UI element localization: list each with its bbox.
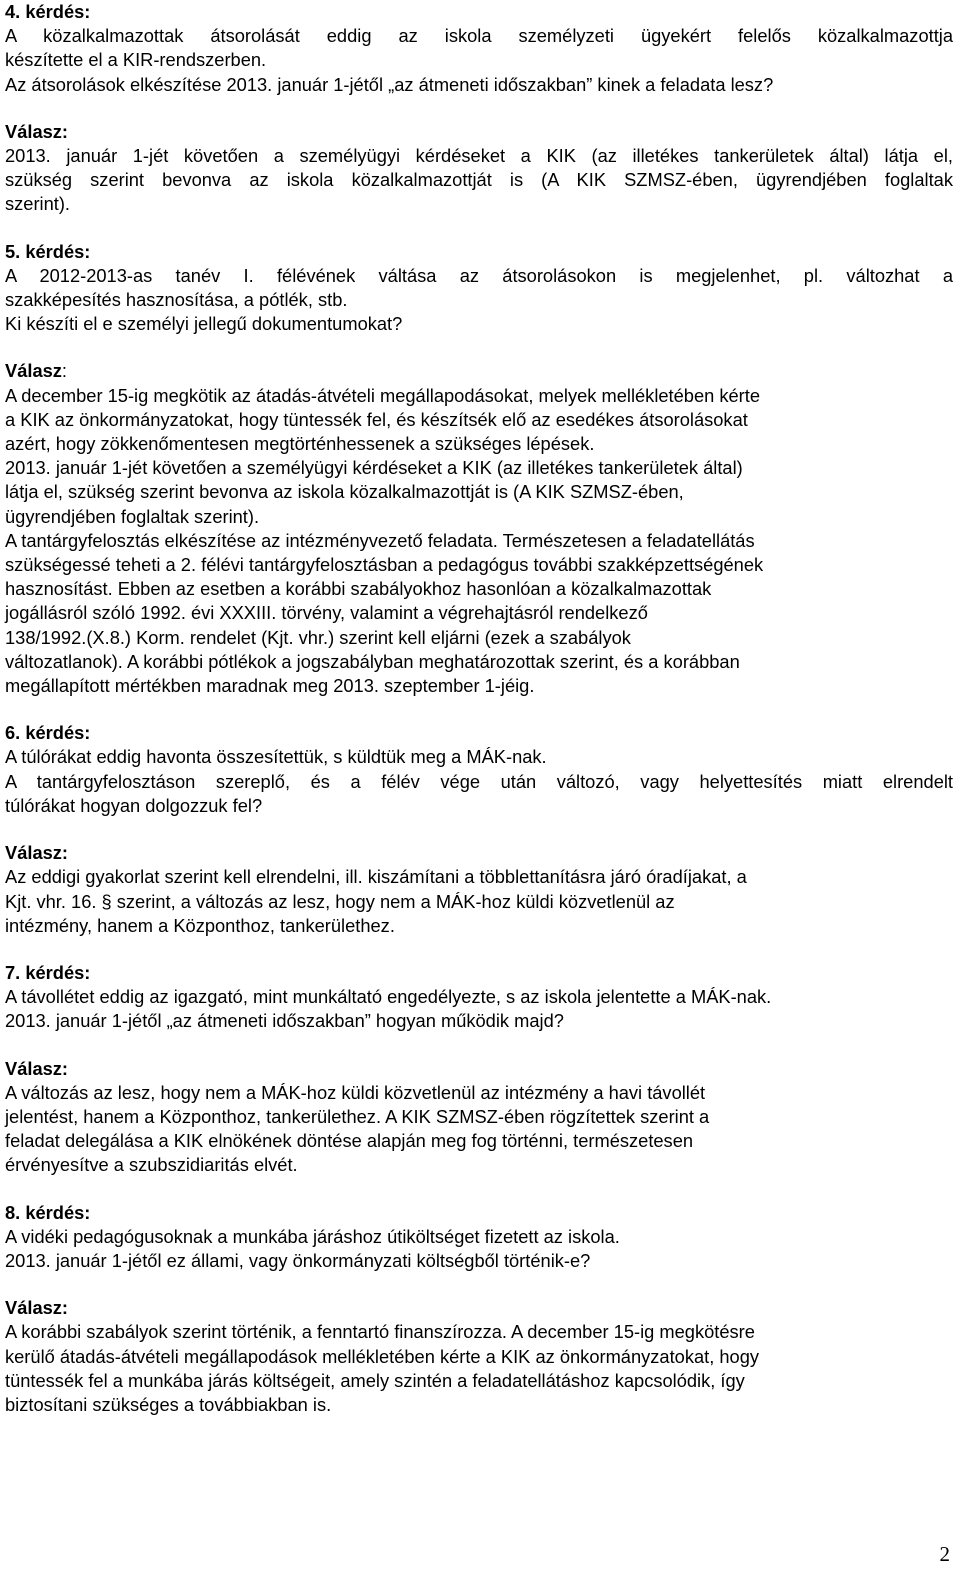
- answer-5-line: ügyrendjében foglaltak szerint).: [5, 505, 260, 527]
- answer-5-text: [5, 384, 953, 699]
- answer-5-line: A december 15-ig megkötik az átadás-átvételi megállapodásokat, melyek mellékletében kérte: [5, 384, 761, 406]
- answer-5-line: azért, hogy zökkenőmentesen megtörténhessenek a szükséges lépések.: [5, 433, 595, 455]
- answer-5-label-colon: :: [61, 360, 68, 382]
- answer-8-text: [5, 1320, 953, 1417]
- answer-7-line: jelentést, hanem a Központhoz, tankerülethez. A KIK SZMSZ-ében rögzítettek szerint a: [5, 1105, 710, 1127]
- question-4-line: készítette el a KIR-rendszerben.: [5, 49, 267, 71]
- answer-4-label: Válasz:: [5, 120, 69, 142]
- question-6-text: [5, 745, 953, 818]
- question-5-line: A 2012-2013-as tanév I. félévének váltása az átsorolásokon is megjelenhet, pl. változhat a: [5, 264, 953, 286]
- question-6-line: A túlórákat eddig havonta összesítettük, s küldtük meg a MÁK-nak.: [5, 746, 547, 768]
- answer-7-line: feladat delegálása a KIK elnökének döntése alapján meg fog történni, természetesen: [5, 1130, 694, 1152]
- document-page: [5, 0, 953, 1417]
- question-6-section: [5, 721, 953, 938]
- question-5-section: [5, 240, 953, 699]
- answer-5-line: szükségessé teheti a 2. félévi tantárgyfelosztásban a pedagógus további szakképzettségének: [5, 554, 764, 576]
- answer-5-line: 138/1992.(X.8.) Korm. rendelet (Kjt. vhr.) szerint kell eljárni (ezek a szabályok: [5, 626, 631, 648]
- answer-4-line: 2013. január 1-jét követően a személyügyi kérdéseket a KIK (az illetékes tankerületek által) látja el,: [5, 145, 953, 167]
- question-5-line: szakképesítés hasznosítása, a pótlék, stb.: [5, 289, 348, 311]
- question-8-heading: 8. kérdés:: [5, 1201, 91, 1223]
- question-5-text: [5, 264, 953, 337]
- answer-8-line: A korábbi szabályok szerint történik, a fenntartó finanszírozza. A december 15-ig megkötésre: [5, 1321, 755, 1343]
- answer-8-line: tüntessék fel a munkába járás költségeit, amely szintén a feladatellátáshoz kapcsolódik, így: [5, 1369, 745, 1391]
- question-8-text: [5, 1225, 953, 1273]
- question-6-line: túlórákat hogyan dolgozzuk fel?: [5, 794, 263, 816]
- question-7-heading: 7. kérdés:: [5, 961, 91, 983]
- answer-7-line: A változás az lesz, hogy nem a MÁK-hoz küldi közvetlenül az intézmény a havi távollét: [5, 1081, 706, 1103]
- answer-5-line: megállapított mértékben maradnak meg 2013. szeptember 1-jéig.: [5, 675, 535, 697]
- question-8-section: [5, 1201, 953, 1418]
- answer-8-line: biztosítani szükséges a továbbiakban is.: [5, 1393, 332, 1415]
- question-8-line: 2013. január 1-jétől ez állami, vagy önkormányzati költségből történik-e?: [5, 1249, 591, 1271]
- answer-5-line: a KIK az önkormányzatokat, hogy tüntessék fel, és készítsék elő az esedékes átsorolásokat: [5, 408, 748, 430]
- answer-5-line: változatlanok). A korábbi pótlékok a jogszabályban meghatározottak szerint, és a korábban: [5, 650, 740, 672]
- question-8-line: A vidéki pedagógusoknak a munkába járáshoz útiköltséget fizetett az iskola.: [5, 1225, 620, 1247]
- question-4-section: [5, 0, 953, 217]
- answer-6-line: intézmény, hanem a Központhoz, tankerülethez.: [5, 914, 395, 936]
- question-7-line: A távollétet eddig az igazgató, mint munkáltató engedélyezte, s az iskola jelentette a MÁK-nak.: [5, 986, 772, 1008]
- answer-5-line: látja el, szükség szerint bevonva az iskola közalkalmazottját is (A KIK SZMSZ-ében,: [5, 481, 684, 503]
- answer-5-line: 2013. január 1-jét követően a személyügyi kérdéseket a KIK (az illetékes tankerületek által): [5, 457, 743, 479]
- answer-8-line: kerülő átadás-átvételi megállapodások mellékletében kérte a KIK az önkormányzatokat, hogy: [5, 1345, 760, 1367]
- answer-4-text: [5, 144, 953, 217]
- question-4-text: [5, 24, 953, 97]
- question-7-line: 2013. január 1-jétől „az átmeneti időszakban” hogyan működik majd?: [5, 1010, 564, 1032]
- answer-8-label: Válasz:: [5, 1297, 69, 1319]
- question-4-heading: 4. kérdés:: [5, 1, 91, 22]
- question-7-text: [5, 985, 953, 1033]
- answer-7-line: érvényesítve a szubszidiaritás elvét.: [5, 1154, 298, 1176]
- answer-4-line: szerint).: [5, 193, 71, 215]
- answer-5-line: jogállásról szóló 1992. évi XXXIII. törvény, valamint a végrehajtásról rendelkező: [5, 602, 648, 624]
- answer-6-line: Kjt. vhr. 16. § szerint, a változás az lesz, hogy nem a MÁK-hoz küldi közvetlenül az: [5, 890, 675, 912]
- question-4-line: Az átsorolások elkészítése 2013. január 1-jétől „az átmeneti időszakban” kinek a feladata lesz?: [5, 73, 774, 95]
- answer-5-line: A tantárgyfelosztás elkészítése az intézményvezető feladata. Természetesen a feladatellátás: [5, 529, 755, 551]
- question-4-line: A közalkalmazottak átsorolását eddig az iskola személyzeti ügyekért felelős közalkalmazottja: [5, 25, 953, 47]
- question-6-line: A tantárgyfelosztáson szereplő, és a félév vége után változó, vagy helyettesítés miatt elrendelt: [5, 770, 953, 792]
- question-5-heading: 5. kérdés:: [5, 240, 91, 262]
- answer-6-line: Az eddigi gyakorlat szerint kell elrendelni, ill. kiszámítani a többlettanításra járó óradíjakat, a: [5, 866, 747, 888]
- answer-5-label-word: Válasz: [5, 360, 62, 382]
- page-number: 2: [939, 1542, 950, 1566]
- answer-7-label: Válasz:: [5, 1057, 69, 1079]
- answer-6-label: Válasz:: [5, 842, 69, 864]
- answer-7-text: [5, 1081, 953, 1178]
- answer-4-line: szükség szerint bevonva az iskola közalkalmazottját is (A KIK SZMSZ-ében, ügyrendjében foglaltak: [5, 169, 953, 191]
- question-5-line: Ki készíti el e személyi jellegű dokumentumokat?: [5, 313, 403, 335]
- answer-5-line: hasznosítást. Ebben az esetben a korábbi szabályokhoz hasonlóan a közalkalmazottak: [5, 578, 712, 600]
- question-6-heading: 6. kérdés:: [5, 722, 91, 744]
- question-7-section: [5, 961, 953, 1178]
- answer-5-label: [5, 359, 953, 383]
- answer-6-text: [5, 865, 953, 938]
